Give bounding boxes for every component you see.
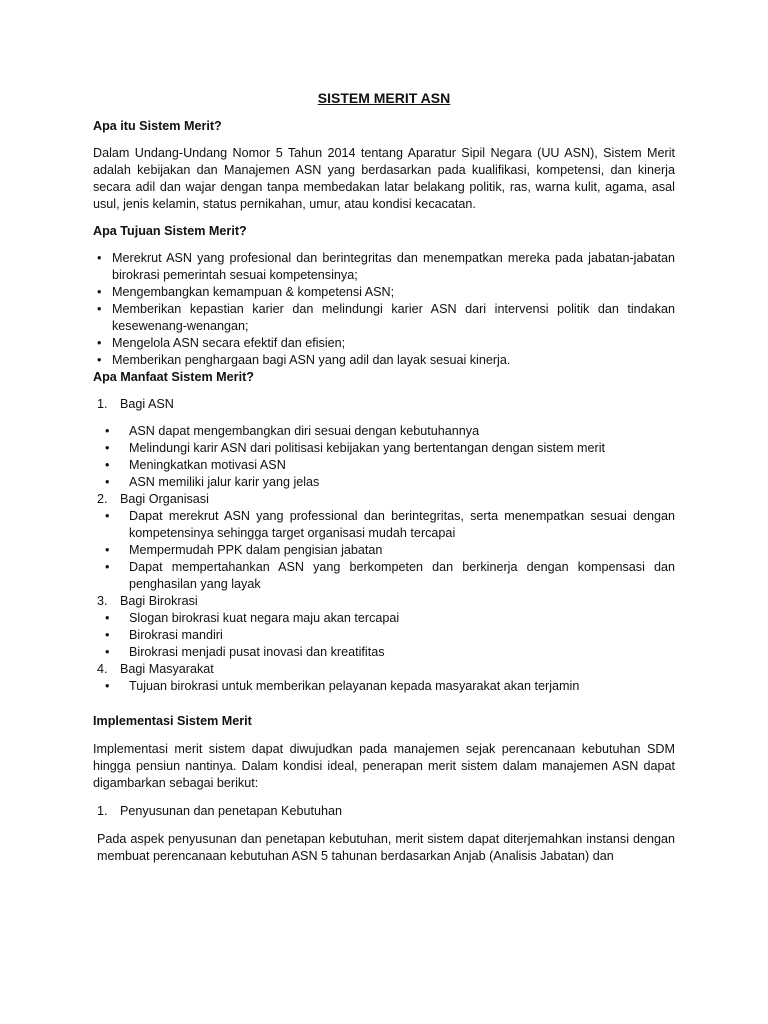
list-item: • Mempermudah PPK dalam pengisian jabatan (105, 543, 383, 557)
paragraph-implementation: Implementasi merit sistem dapat diwujudkan pada manajemen sejak perencanaan kebutuhan SDM hingga pensiun nantinya. Dalam kondisi ideal, penerapan merit sistem dalam manajemen ASN dapat digambarkan sebagai berikut: (93, 742, 675, 790)
bullet-icon: • (97, 353, 102, 367)
bullet-icon: • (105, 628, 110, 642)
list-item: • Slogan birokrasi kuat negara maju akan tercapai (105, 611, 400, 625)
list-item: • Dapat merekrut ASN yang professional dan berintegritas, serta menempatkan sesuai dengan kompetensinya sehingga target organisasi mudah tercapai (105, 509, 675, 540)
bullet-icon: • (97, 285, 102, 299)
benefit-list-organisasi (93, 508, 675, 593)
bullet-icon: • (105, 560, 110, 574)
list-item: • Mengelola ASN secara efektif dan efisien; (97, 336, 346, 350)
section-heading-benefits: Apa Manfaat Sistem Merit? (93, 370, 254, 384)
document-content (93, 88, 675, 865)
section-heading-implementation: Implementasi Sistem Merit (93, 714, 252, 728)
benefit-group-heading: 2. Bagi Organisasi (97, 492, 209, 506)
bullet-icon: • (105, 543, 110, 557)
implementation-step-heading: 1. Penyusunan dan penetapan Kebutuhan (97, 804, 342, 818)
list-item: • ASN dapat mengembangkan diri sesuai dengan kebutuhannya (105, 424, 480, 438)
goals-list (93, 250, 675, 369)
bullet-icon: • (105, 424, 110, 438)
bullet-icon: • (105, 458, 110, 472)
benefit-list-asn (93, 423, 675, 491)
list-item: • Tujuan birokrasi untuk memberikan pelayanan kepada masyarakat akan terjamin (105, 679, 580, 693)
paragraph-step-1: Pada aspek penyusunan dan penetapan kebutuhan, merit sistem dapat diterjemahkan instansi dengan membuat perencanaan kebutuhan ASN 5 tahunan berdasarkan Anjab (Analisis Jabatan) dan (97, 832, 675, 863)
list-item: • Dapat mempertahankan ASN yang berkompeten dan berkinerja dengan kompensasi dan penghasilan yang layak (105, 560, 675, 591)
list-item: • Birokrasi mandiri (105, 628, 223, 642)
benefit-list-masyarakat (93, 678, 675, 695)
list-item: • Mengembangkan kemampuan & kompetensi ASN; (97, 285, 395, 299)
section-heading-goals: Apa Tujuan Sistem Merit? (93, 224, 247, 238)
list-item: • ASN memiliki jalur karir yang jelas (105, 475, 320, 489)
bullet-icon: • (105, 645, 110, 659)
bullet-icon: • (97, 336, 102, 350)
bullet-icon: • (105, 611, 110, 625)
paragraph-definition: Dalam Undang-Undang Nomor 5 Tahun 2014 tentang Aparatur Sipil Negara (UU ASN), Sistem Merit adalah kebijakan dan Manajemen ASN yang berdasarkan pada kualifikasi, kompetensi, dan kinerja secara adil dan wajar dengan tanpa membedakan latar belakang politik, ras, warna kulit, agama, asal usul, jenis kelamin, status pernikahan, umur, atau kondisi kecacatan. (93, 146, 675, 211)
bullet-icon: • (97, 302, 102, 316)
list-item: • Meningkatkan motivasi ASN (105, 458, 286, 472)
bullet-icon: • (105, 679, 110, 693)
list-item: • Birokrasi menjadi pusat inovasi dan kreatifitas (105, 645, 385, 659)
benefit-group-heading: 3. Bagi Birokrasi (97, 594, 198, 608)
bullet-icon: • (105, 441, 110, 455)
benefit-group-heading: 4. Bagi Masyarakat (97, 662, 214, 676)
page-title: SISTEM MERIT ASN (317, 90, 451, 106)
bullet-icon: • (105, 475, 110, 489)
list-item: • Memberikan penghargaan bagi ASN yang adil dan layak sesuai kinerja. (97, 353, 511, 367)
list-item: • Melindungi karir ASN dari politisasi kebijakan yang bertentangan dengan sistem merit (105, 441, 606, 455)
bullet-icon: • (105, 509, 110, 523)
list-item: • Merekrut ASN yang profesional dan berintegritas dan menempatkan mereka pada jabatan-jabatan birokrasi pemerintah sesuai kompetensinya; (97, 251, 675, 282)
bullet-icon: • (97, 251, 102, 265)
list-item: • Memberikan kepastian karier dan melindungi karier ASN dari intervensi politik dan tindakan kesewenang-wenangan; (97, 302, 675, 333)
benefit-list-birokrasi (93, 610, 675, 661)
benefit-group-heading: 1. Bagi ASN (97, 397, 174, 411)
section-heading-what: Apa itu Sistem Merit? (93, 119, 222, 133)
